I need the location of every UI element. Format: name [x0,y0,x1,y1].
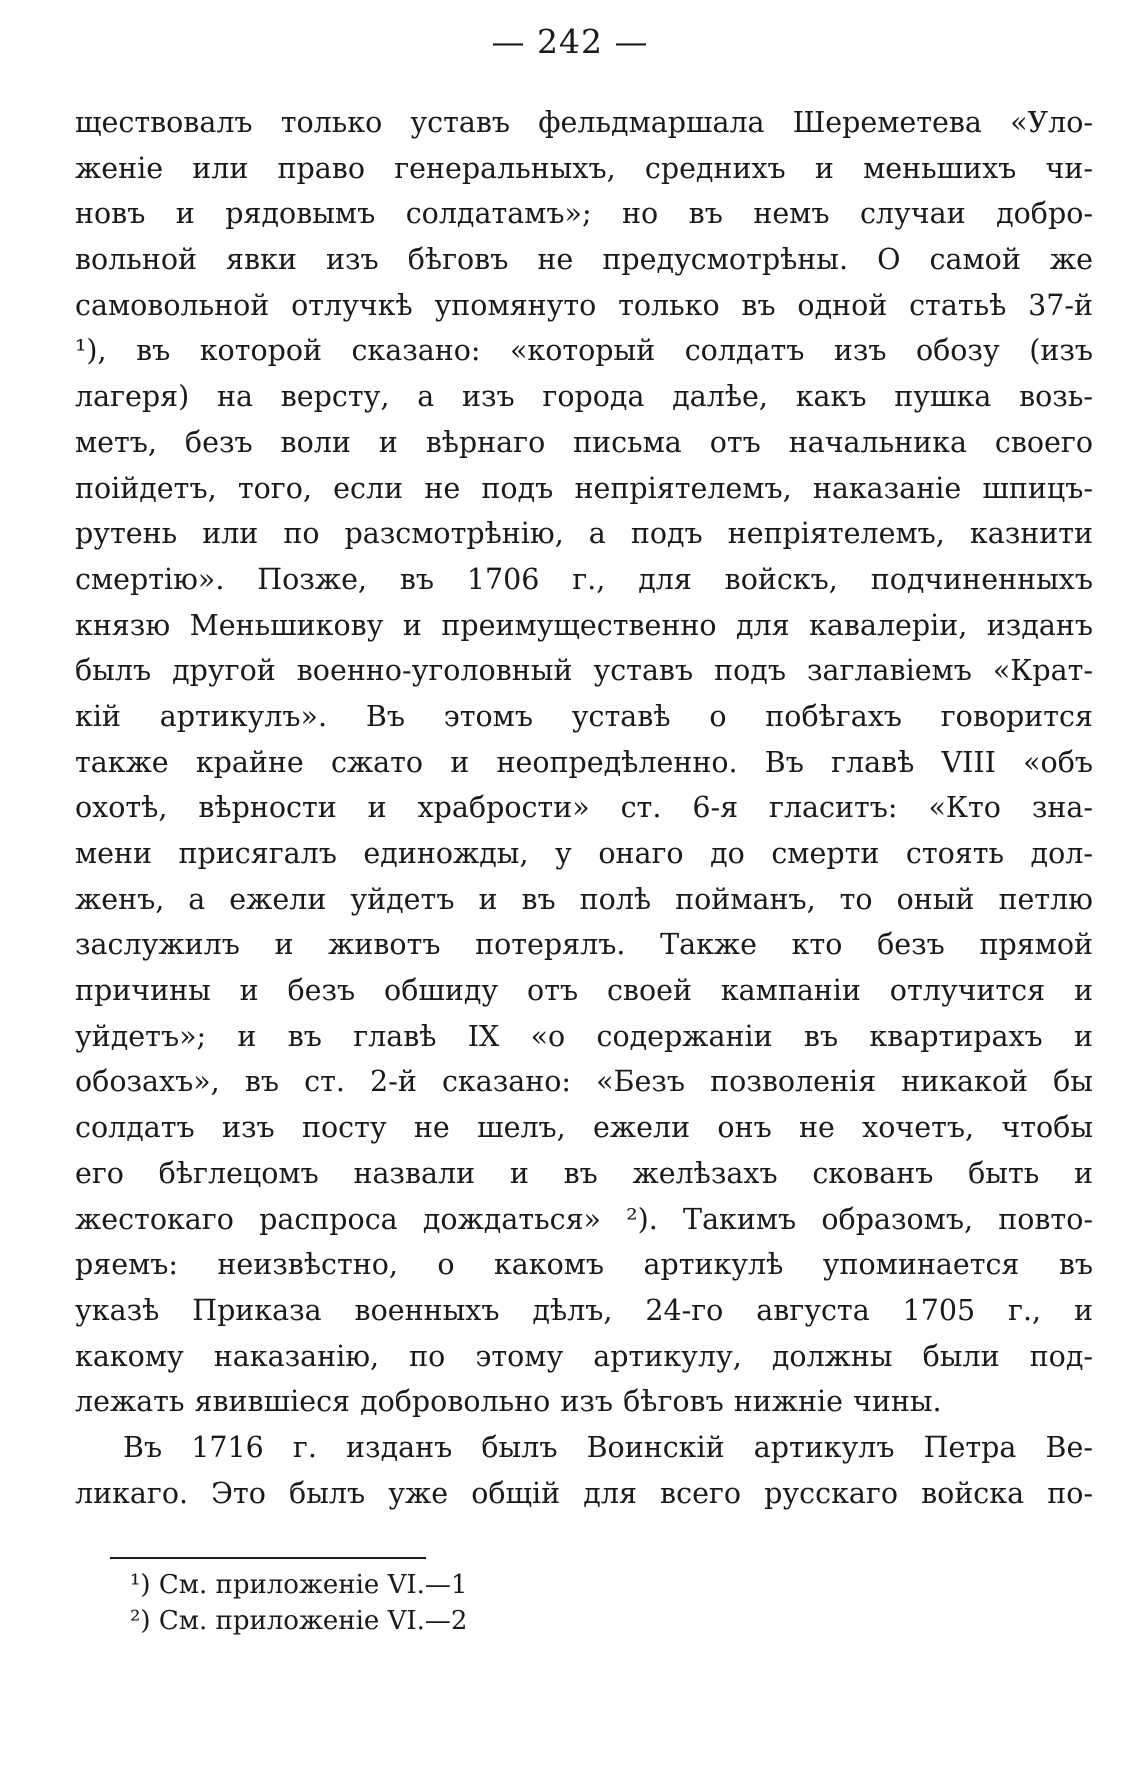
text-line: также крайне сжато и неопредѣленно. Въ главѣ VIII «объ [75,745,1093,779]
text-line: новъ и рядовымъ солдатамъ»; но въ немъ случаи добро- [75,197,1093,231]
footnote-text: См. приложеніе VI.—2 [158,1606,468,1636]
text-line: лежать явившіеся добровольно изъ бѣговъ нижніе чины. [75,1385,942,1419]
page-number: — 242 — [491,22,649,61]
text-line: ществовалъ только уставъ фельдмаршала Шереметева «Уло- [75,106,1093,139]
text-line: указѣ Приказа военныхъ дѣлъ, 24-го августа 1705 г., и [75,1293,1093,1327]
text-line: ¹), въ которой сказано: «который солдатъ изъ обозу (изъ [75,334,1093,368]
text-line: метъ, безъ воли и вѣрнаго письма отъ начальника своего [75,425,1093,459]
text-line: женъ, а ежели уйдетъ и въ полѣ пойманъ, то оный петлю [75,882,1093,916]
text-line: солдатъ изъ посту не шелъ, ежели онъ не хочетъ, чтобы [75,1111,1093,1145]
text-line: кій артикулъ». Въ этомъ уставѣ о побѣгахъ говорится [75,699,1093,733]
text-line: причины и безъ обшиду отъ своей кампаніи отлучится и [75,974,1093,1008]
text-line: мени присягалъ единожды, у онаго до смерти стоять дол- [75,837,1093,870]
text-line: Въ 1716 г. изданъ былъ Воинскій артикулъ Петра Ве- [123,1430,1093,1464]
footnote-mark: ²) [130,1606,151,1636]
body-text [75,100,1093,1516]
footnote-mark: ¹) [130,1570,151,1600]
footnote-divider [110,1557,426,1559]
text-line: ряемъ: неизвѣстно, о какомъ артикулѣ упоминается въ [75,1248,1093,1282]
text-line: его бѣглецомъ назвали и въ желѣзахъ скованъ быть и [75,1156,1093,1190]
footnote-text: См. приложеніе VI.—1 [158,1570,468,1600]
footnote [130,1603,830,1639]
text-line: смертію». Позже, въ 1706 г., для войскъ, подчиненныхъ [75,562,1093,596]
text-line: князю Меньшикову и преимущественно для кавалеріи, изданъ [75,608,1093,642]
text-line: жестокаго распроса дождаться» ²). Такимъ образомъ, повто- [75,1202,1093,1236]
text-line: охотѣ, вѣрности и храбрости» ст. 6-я гласитъ: «Кто зна- [75,791,1093,825]
text-line: вольной явки изъ бѣговъ не предусмотрѣны. О самой же [75,243,1093,277]
text-line: заслужилъ и животъ потерялъ. Также кто безъ прямой [75,928,1093,962]
text-line: самовольной отлучкѣ упомянуто только въ одной статьѣ 37-й [75,288,1093,322]
text-line: былъ другой военно-уголовный уставъ подъ заглавіемъ «Крат- [75,654,1093,688]
text-line: поійдетъ, того, если не подъ непріятелемъ, наказаніе шпицъ- [75,471,1093,505]
footnote [130,1567,830,1603]
text-line: обозахъ», въ ст. 2-й сказано: «Безъ позволенія никакой бы [75,1065,1093,1099]
text-line: лагеря) на версту, а изъ городa далѣе, какъ пушка возь- [75,380,1093,414]
text-line: ликаго. Это былъ уже общій для всего русскаго войска по- [75,1476,1093,1510]
text-line: уйдетъ»; и въ главѣ IX «о содержаніи въ квартирахъ и [75,1019,1093,1053]
text-line: рутень или по разсмотрѣнію, а подъ непріятелемъ, казнити [75,517,1093,551]
text-line: какому наказанію, по этому артикулу, должны были под- [75,1339,1093,1373]
footnotes [130,1567,830,1639]
text-line: женіе или право генеральныхъ, среднихъ и меньшихъ чи- [75,151,1093,185]
